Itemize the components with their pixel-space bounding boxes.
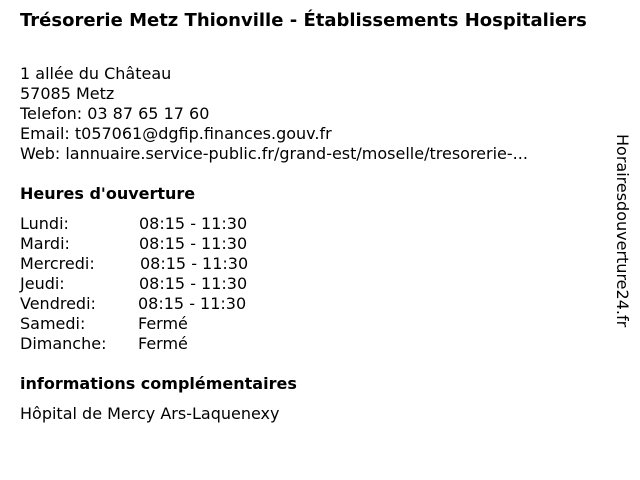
hours-row-wednesday xyxy=(20,254,320,274)
hours-row-monday xyxy=(20,214,320,234)
hours-row-saturday xyxy=(20,314,320,334)
time-value: 08:15 - 11:30 xyxy=(139,274,248,293)
time-value: 08:15 - 11:30 xyxy=(139,234,248,253)
city-postal: 57085 Metz xyxy=(20,84,115,103)
day-label: Lundi: xyxy=(20,214,69,233)
hours-row-sunday xyxy=(20,334,320,354)
additional-info-heading: informations complémentaires xyxy=(20,374,297,393)
additional-info-text: Hôpital de Mercy Ars-Laquenexy xyxy=(20,404,280,423)
day-label: Jeudi: xyxy=(20,274,65,293)
day-label: Dimanche: xyxy=(20,334,107,353)
day-label: Samedi: xyxy=(20,314,86,333)
day-label: Vendredi: xyxy=(20,294,96,313)
phone-number[interactable]: Telefon: 03 87 65 17 60 xyxy=(20,104,210,123)
day-label: Mardi: xyxy=(20,234,70,253)
day-label: Mercredi: xyxy=(20,254,95,273)
time-value: 08:15 - 11:30 xyxy=(139,214,248,233)
hours-row-friday xyxy=(20,294,320,314)
time-value: Fermé xyxy=(138,334,188,353)
hours-row-thursday xyxy=(20,274,320,294)
hours-row-tuesday xyxy=(20,234,320,254)
opening-hours-heading: Heures d'ouverture xyxy=(20,184,196,203)
page-title: Trésorerie Metz Thionville - Établissements Hospitaliers xyxy=(20,10,587,31)
site-brand-watermark: Horairesdouverture24.fr xyxy=(613,134,632,328)
time-value: 08:15 - 11:30 xyxy=(140,254,249,273)
time-value: 08:15 - 11:30 xyxy=(138,294,247,313)
time-value: Fermé xyxy=(138,314,188,333)
opening-hours-table xyxy=(20,214,320,354)
website-link[interactable]: Web: lannuaire.service-public.fr/grand-est/moselle/tresorerie-... xyxy=(20,144,528,163)
street-address: 1 allée du Château xyxy=(20,64,172,83)
address-block xyxy=(20,64,528,164)
email-address[interactable]: Email: t057061@dgfip.finances.gouv.fr xyxy=(20,124,332,143)
